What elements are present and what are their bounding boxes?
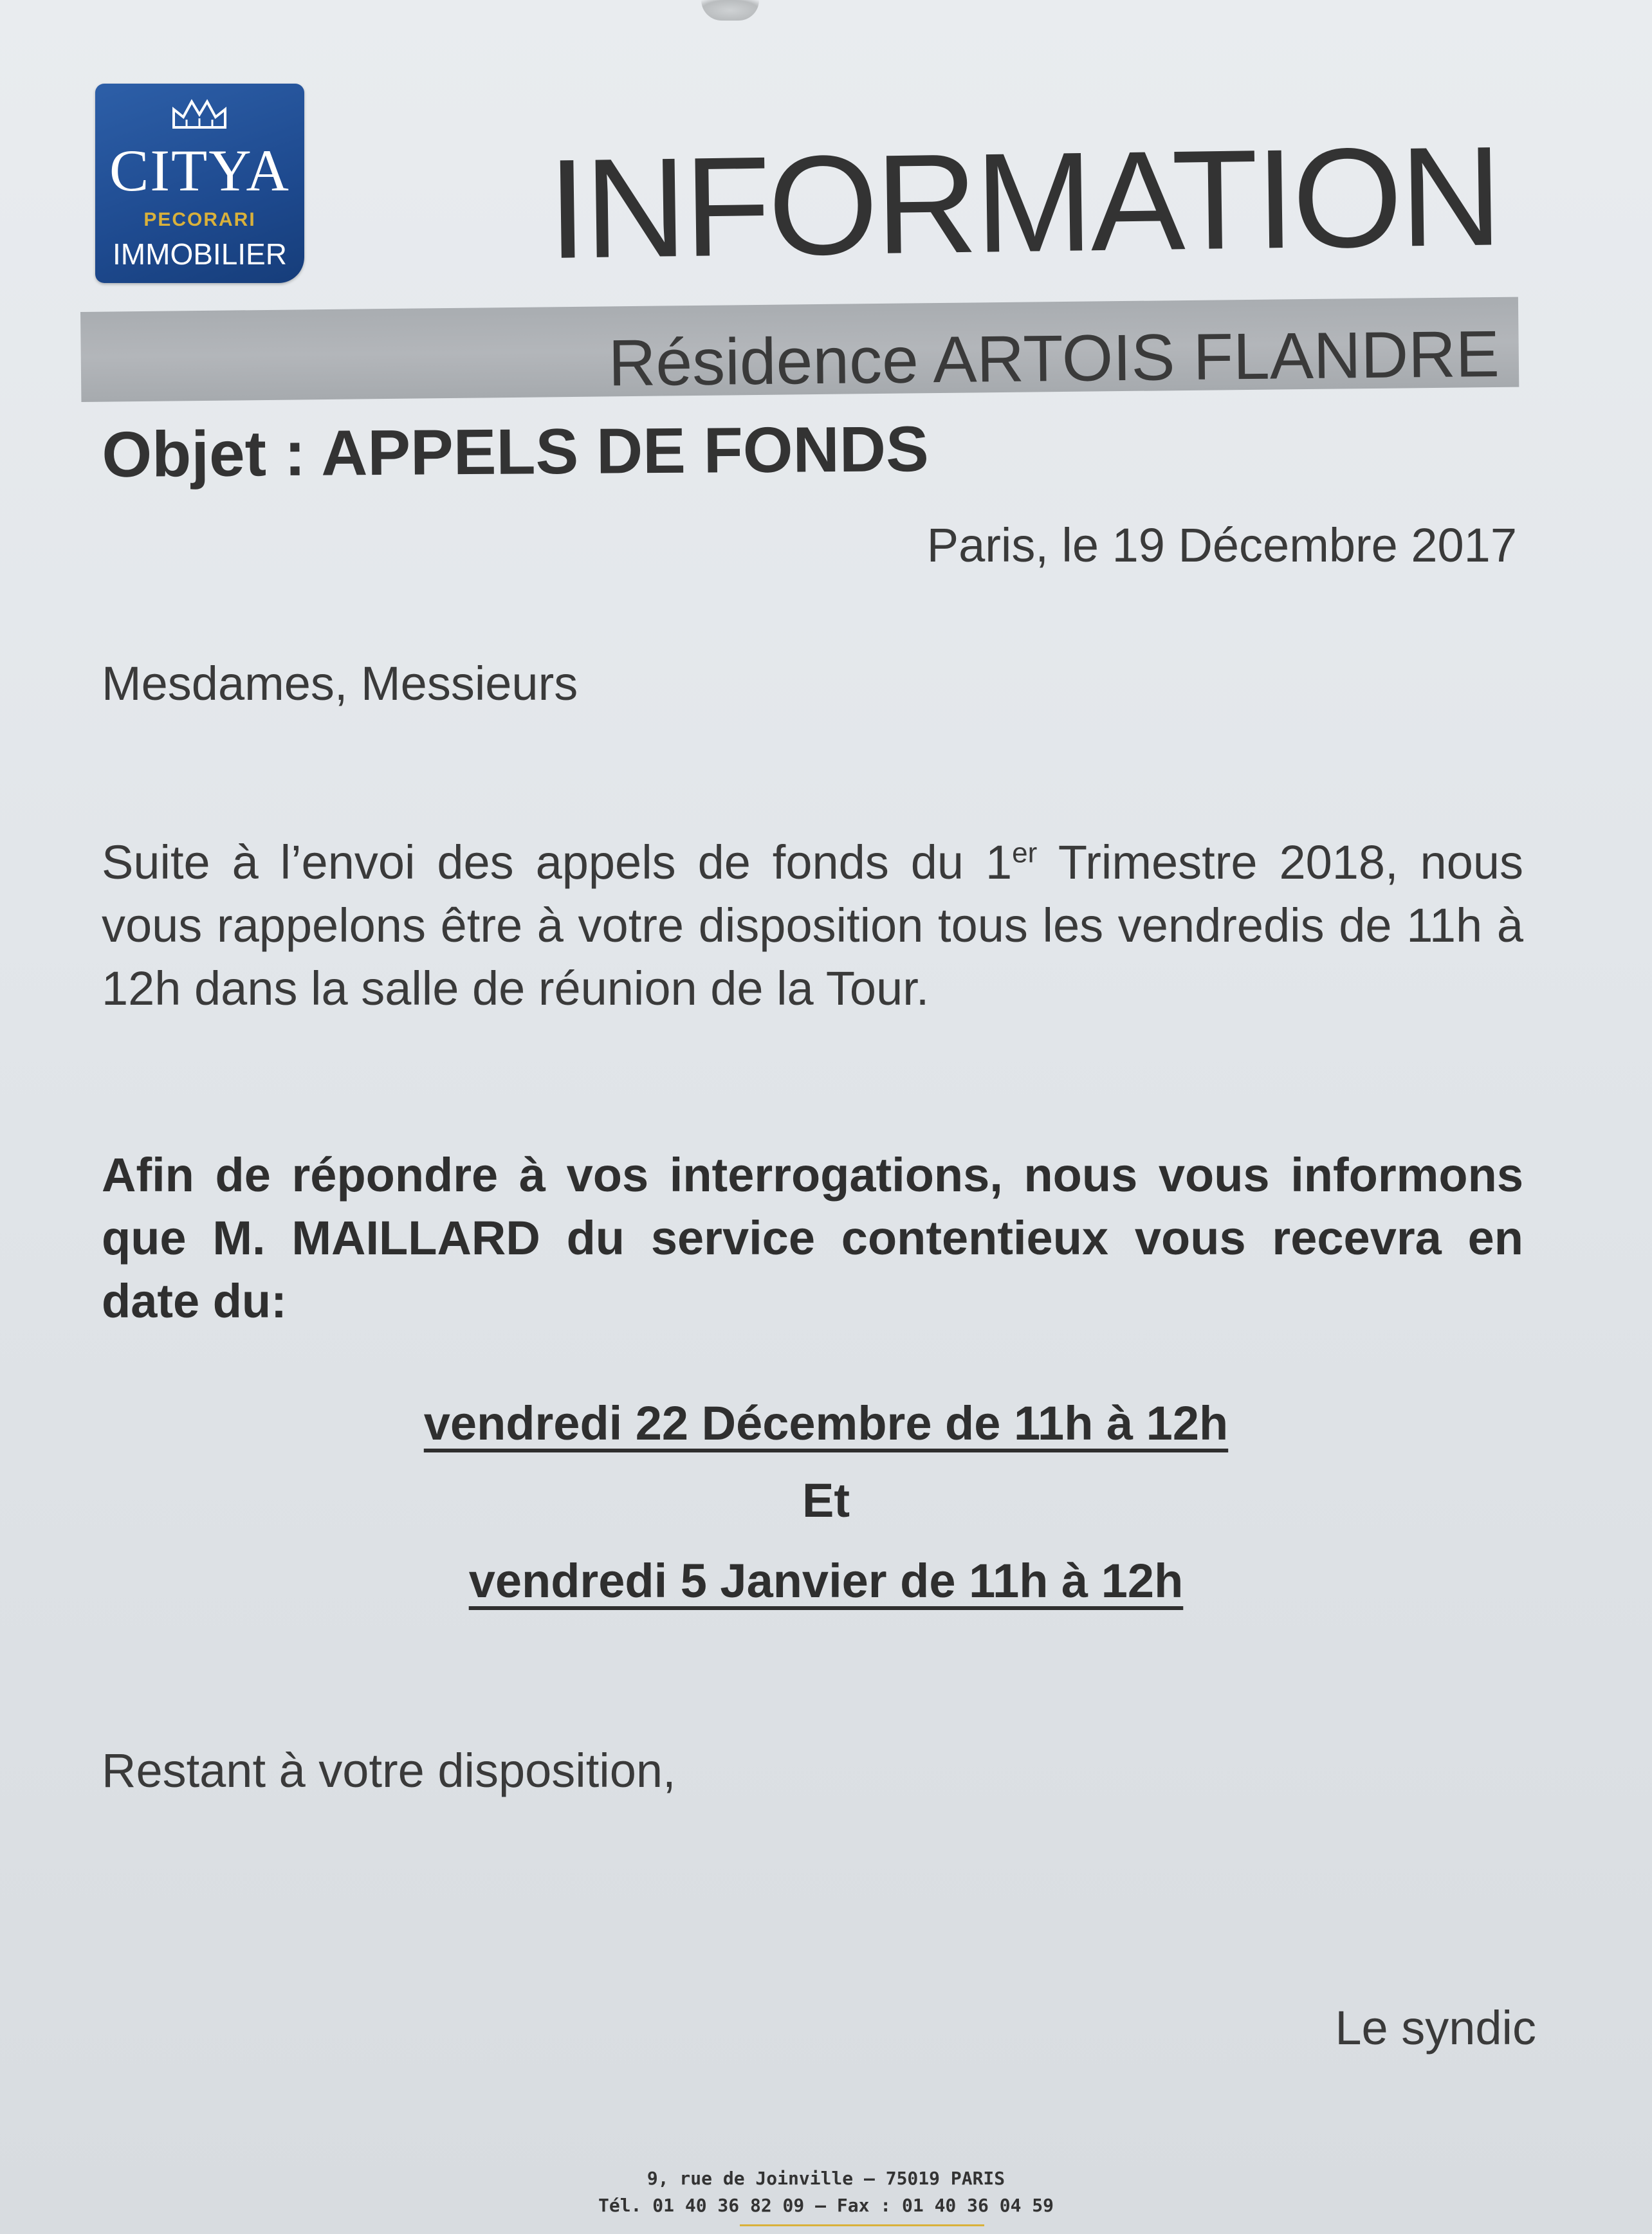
meeting-date-second-text: vendredi 5 Janvier de 11h à 12h <box>468 1554 1184 1607</box>
footer-phone: Tél. 01 40 36 82 09 – Fax : 01 40 36 04 59 <box>598 2195 1054 2216</box>
company-logo <box>95 84 304 283</box>
ordinal-superscript: er <box>1012 837 1038 869</box>
meeting-date-second <box>0 1553 1652 1608</box>
logo-tagline: IMMOBILIER <box>113 237 287 271</box>
logo-sub: PECORARI <box>143 209 256 230</box>
pushpin-shadow <box>701 0 759 21</box>
meeting-date-first-text: vendredi 22 Décembre de 11h à 12h <box>423 1396 1229 1450</box>
signature: Le syndic <box>1335 2001 1536 2055</box>
paragraph-reminder <box>102 831 1523 1020</box>
footer-address: 9, rue de Joinville – 75019 PARIS <box>647 2168 1005 2189</box>
page-title: INFORMATION <box>546 116 1501 288</box>
paragraph-reminder-start: Suite à l’envoi des appels de fonds du 1 <box>102 836 1013 889</box>
subject-line: Objet : APPELS DE FONDS <box>102 413 930 491</box>
paragraph-meeting: Afin de répondre à vos interrogations, nous vous informons que M. MAILLARD du service contentieux vous recevra en date du: <box>102 1148 1523 1328</box>
meeting-date-conjunction: Et <box>802 1474 850 1527</box>
residence-band <box>80 297 1519 402</box>
paragraph-reminder-end: Trimestre 2018, nous vous rappelons être à votre disposition tous les vendredis de 11h à 12h dans la salle de réunion de la Tour. <box>102 836 1524 1015</box>
footer-rule <box>740 2224 984 2226</box>
residence-name: Résidence ARTOIS FLANDRE <box>608 316 1500 400</box>
dateline: Paris, le 19 Décembre 2017 <box>926 518 1517 572</box>
closing-line: Restant à votre disposition, <box>102 1744 676 1797</box>
logo-brand: CITYA <box>109 138 290 203</box>
crown-icon <box>167 95 232 134</box>
salutation: Mesdames, Messieurs <box>102 657 578 710</box>
meeting-date-first <box>0 1396 1652 1451</box>
